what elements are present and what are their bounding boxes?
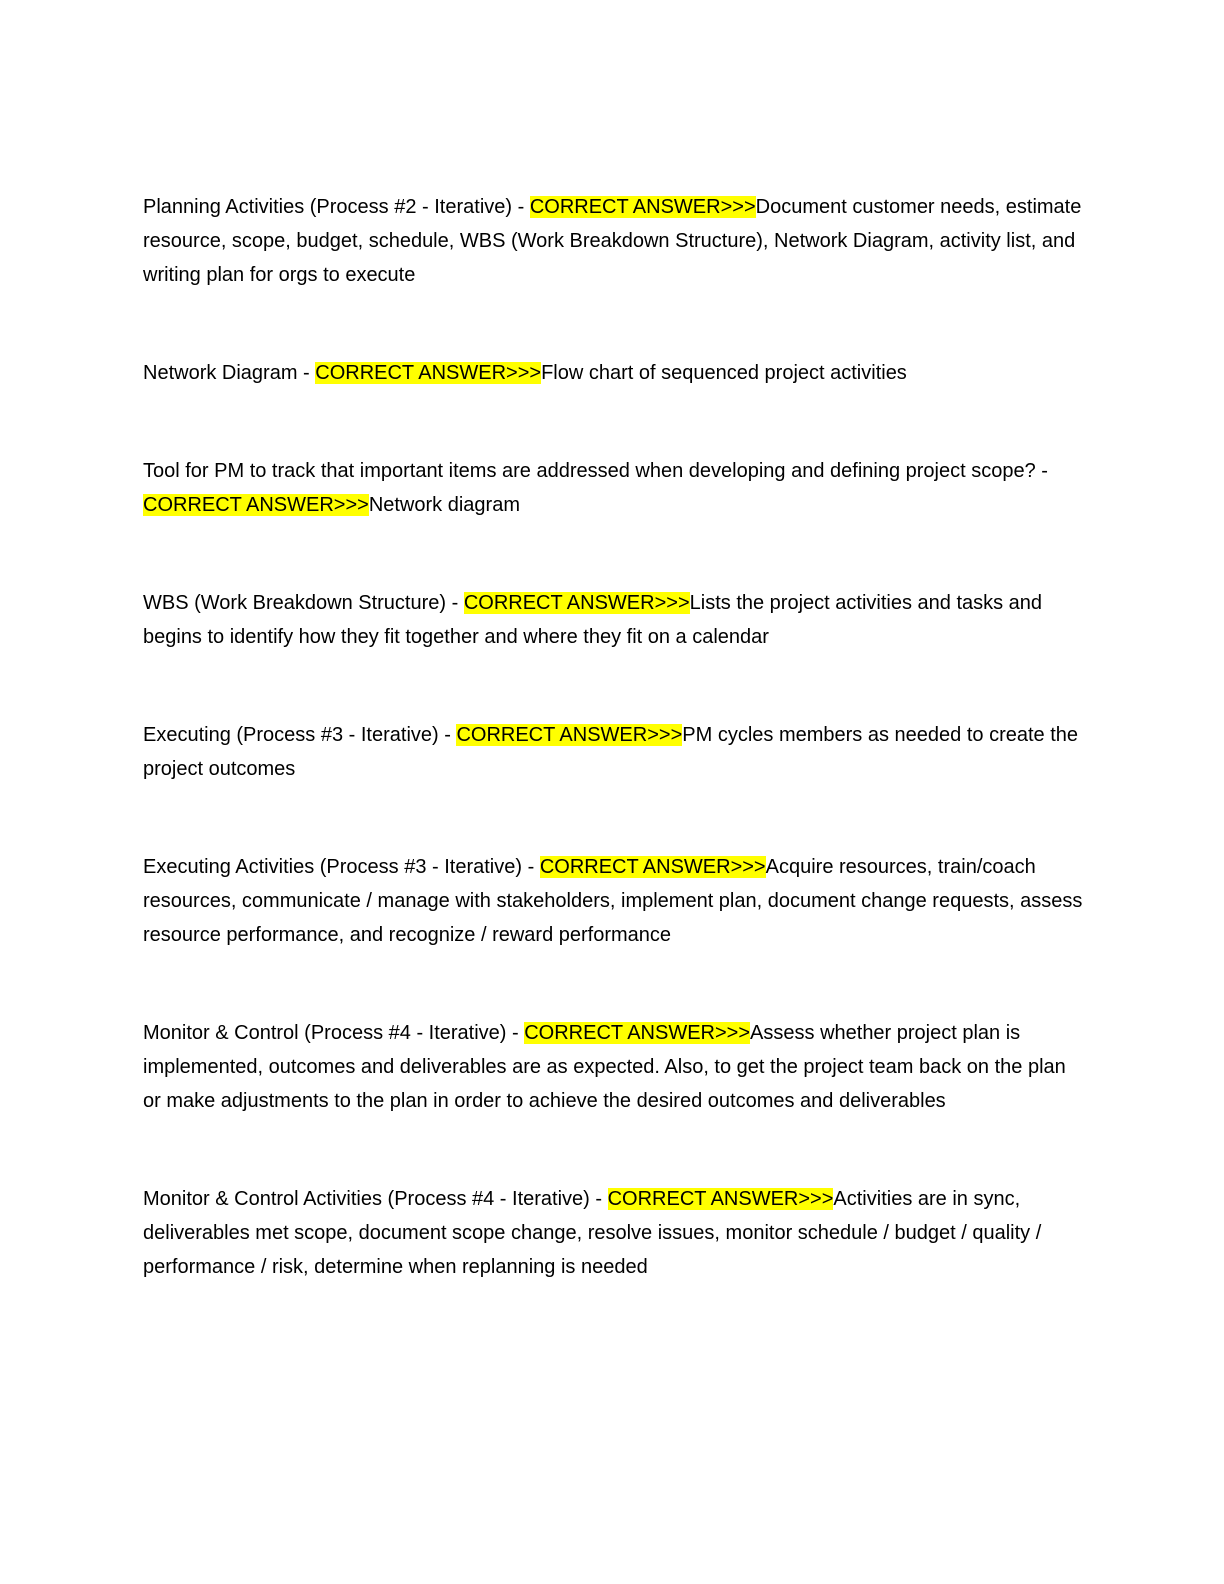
qa-entry-wbs (143, 586, 1083, 654)
qa-entry-monitor-control (143, 1016, 1083, 1118)
entry-answer: Lists the project activities and tasks and begins to identify how they fit together and where they fit on a calendar (143, 592, 1043, 648)
correct-answer-marker: CORRECT ANSWER>>> (456, 724, 683, 746)
entry-answer: Acquire resources, train/coach resources, communicate / manage with stakeholders, implement plan, document change requests, assess resource performance, and recognize / reward performance (143, 856, 1083, 946)
correct-answer-marker: CORRECT ANSWER>>> (463, 592, 690, 614)
entry-term: Monitor & Control Activities (Process #4 - Iterative) - (143, 1188, 608, 1210)
qa-entry-pm-tool (143, 454, 1083, 522)
entry-answer: Document customer needs, estimate resource, scope, budget, schedule, WBS (Work Breakdown Structure), Network Diagram, activity list, and writing plan for orgs to execute (143, 196, 1082, 286)
correct-answer-marker: CORRECT ANSWER>>> (524, 1022, 751, 1044)
entry-answer: Network diagram (368, 494, 520, 516)
entry-answer: Assess whether project plan is implemented, outcomes and deliverables are as expected. Also, to get the project team back on the plan or make adjustments to the plan in order to achieve the desired outcomes and deliverables (143, 1022, 1066, 1112)
correct-answer-marker: CORRECT ANSWER>>> (539, 856, 766, 878)
correct-answer-marker: CORRECT ANSWER>>> (529, 196, 756, 218)
qa-entry-executing-activities (143, 850, 1083, 952)
entry-term: WBS (Work Breakdown Structure) - (143, 592, 464, 614)
qa-entry-executing (143, 718, 1083, 786)
correct-answer-marker: CORRECT ANSWER>>> (607, 1188, 834, 1210)
qa-list (143, 190, 1083, 1284)
entry-answer: Activities are in sync, deliverables met scope, document scope change, resolve issues, monitor schedule / budget / quality / performance / risk, determine when replanning is needed (143, 1188, 1042, 1278)
entry-term: Monitor & Control (Process #4 - Iterative) - (143, 1022, 525, 1044)
qa-entry-planning-activities (143, 190, 1083, 292)
qa-entry-network-diagram (143, 356, 1083, 390)
correct-answer-marker: CORRECT ANSWER>>> (315, 362, 542, 384)
entry-term: Network Diagram - (143, 362, 316, 384)
entry-term: Executing Activities (Process #3 - Iterative) - (143, 856, 540, 878)
entry-term: Tool for PM to track that important items are addressed when developing and defining project scope? - (143, 460, 1048, 482)
entry-answer: Flow chart of sequenced project activities (541, 362, 907, 384)
correct-answer-marker: CORRECT ANSWER>>> (143, 494, 369, 516)
entry-term: Planning Activities (Process #2 - Iterative) - (143, 196, 530, 218)
entry-term: Executing (Process #3 - Iterative) - (143, 724, 457, 746)
entry-answer: PM cycles members as needed to create the project outcomes (143, 724, 1079, 780)
qa-entry-monitor-control-activities (143, 1182, 1083, 1284)
